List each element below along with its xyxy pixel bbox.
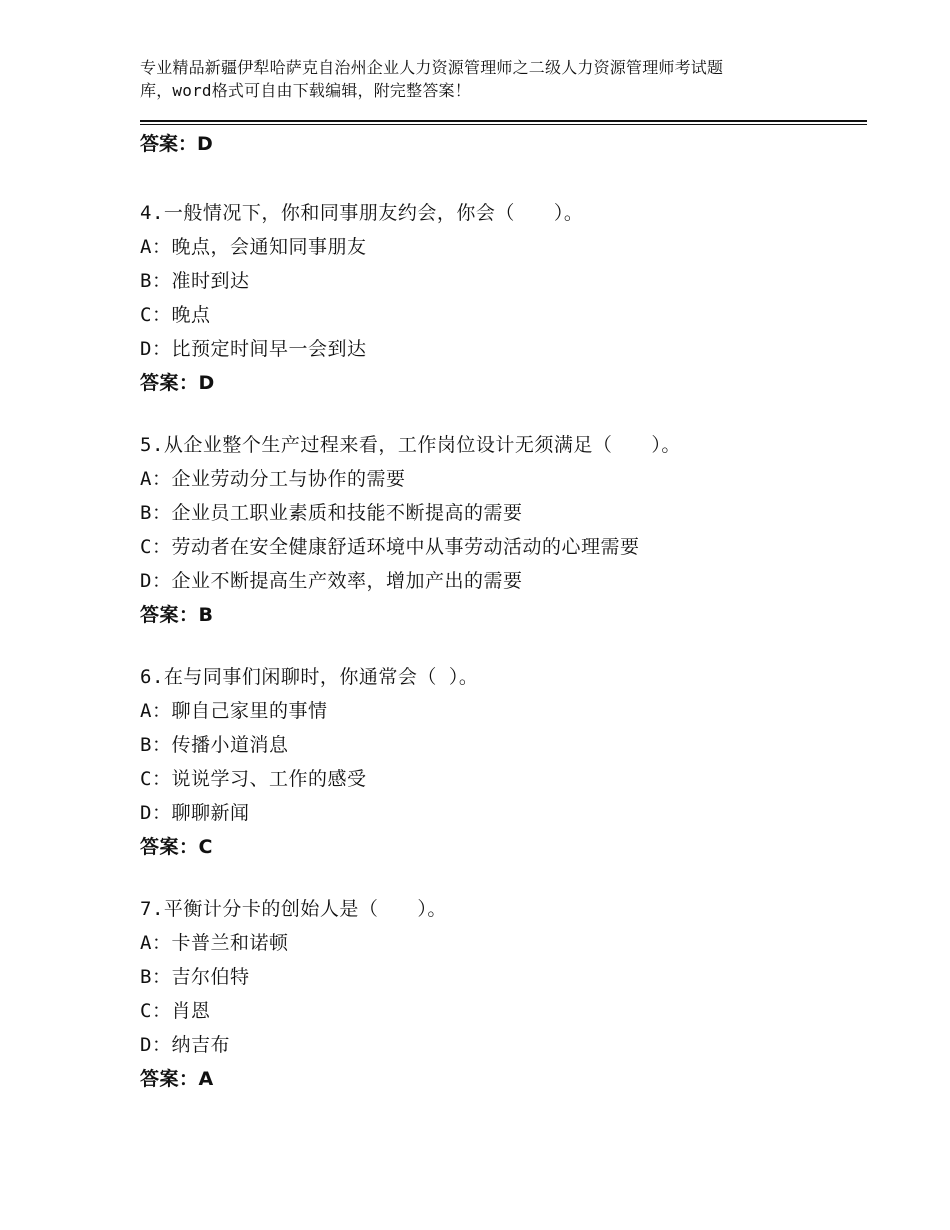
option-c: C：劳动者在安全健康舒适环境中从事劳动活动的心理需要 <box>140 536 640 558</box>
option-c: C：说说学习、工作的感受 <box>140 768 367 790</box>
question-stem: 6.在与同事们闲聊时，你通常会（ ）。 <box>140 666 479 688</box>
question-stem: 7.平衡计分卡的创始人是（ ）。 <box>140 898 447 920</box>
header-line-1: 专业精品新疆伊犁哈萨克自治州企业人力资源管理师之二级人力资源管理师考试题 <box>140 58 724 77</box>
document-header <box>140 56 840 102</box>
option-d: D：纳吉布 <box>140 1034 230 1056</box>
question-5 <box>140 428 860 632</box>
question-answer: 答案：D <box>140 372 215 394</box>
option-a: A：企业劳动分工与协作的需要 <box>140 468 406 490</box>
option-b: B：传播小道消息 <box>140 734 289 756</box>
question-answer: 答案：A <box>140 1068 214 1090</box>
header-line-2: 库，word格式可自由下载编辑，附完整答案！ <box>140 81 471 100</box>
question-4 <box>140 196 860 400</box>
option-d: D：比预定时间早一会到达 <box>140 338 367 360</box>
option-a: A：卡普兰和诺顿 <box>140 932 289 954</box>
question-6 <box>140 660 860 864</box>
question-answer: 答案：B <box>140 604 214 626</box>
previous-question-answer: 答案：D <box>140 133 213 155</box>
question-stem: 4.一般情况下，你和同事朋友约会，你会（ ）。 <box>140 202 584 224</box>
option-a: A：聊自己家里的事情 <box>140 700 328 722</box>
question-list <box>140 196 860 1124</box>
question-stem: 5.从企业整个生产过程来看，工作岗位设计无须满足（ ）。 <box>140 434 681 456</box>
option-b: B：吉尔伯特 <box>140 966 250 988</box>
option-d: D：聊聊新闻 <box>140 802 250 824</box>
question-answer: 答案：C <box>140 836 213 858</box>
question-7 <box>140 892 860 1096</box>
option-b: B：企业员工职业素质和技能不断提高的需要 <box>140 502 523 524</box>
header-rule-thin <box>140 124 867 125</box>
option-d: D：企业不断提高生产效率，增加产出的需要 <box>140 570 523 592</box>
option-c: C：晚点 <box>140 304 211 326</box>
header-rule-thick <box>140 120 867 122</box>
option-a: A：晚点，会通知同事朋友 <box>140 236 367 258</box>
option-b: B：准时到达 <box>140 270 250 292</box>
option-c: C：肖恩 <box>140 1000 211 1022</box>
